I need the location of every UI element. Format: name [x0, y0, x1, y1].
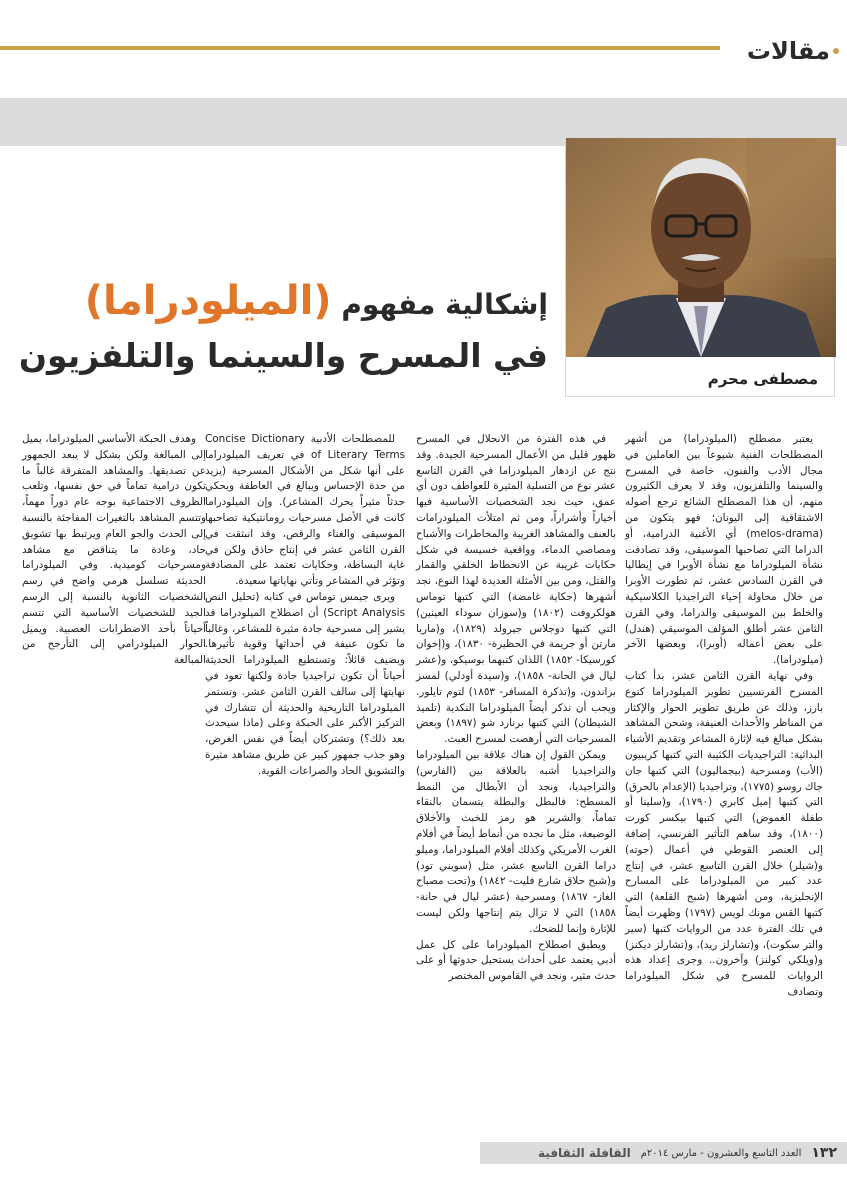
- article-title-line2: في المسرح والسينما والتلفزيون: [18, 336, 548, 375]
- photo-caption: مصطفى محرم: [707, 370, 818, 388]
- issue-info: العدد التاسع والعشرون - مارس ٢٠١٤م: [640, 1147, 802, 1159]
- paragraph: في هذه الفترة من الانحلال في المسرح ظهور قليل من الأعمال المسرحية الجيدة. وقد نتج عن ازدهار الميلودراما في القرن التاسع عشر نوع من التسلية المثيرة للعواطف دون أي عمق، حيث نجد الشخصيات الأساسية فيها أخياراً وأشراراً، ومن ثم امتلأت الميلودرامات بالعنف والمشاهد الغريبة والمخاطرات والأشباح ومصاصي الدماء، وواقعية خسيسة في شكل حكايات غريبة عن الانحطاط الخلقي والقمار والقتل، ومن بين الأمثلة العديدة لهذا النوع، نجد أشهرها (حكاية غامضة) التي كتبها توماس هولكروفت (١٨٠٢) و(سوزان سوداء العينين) التي كتبها دوجلاس جيرولد (١٨٢٩)، و(ماريا مارتن أو جريمة في الحظيرة- ١٨٣٠)، و(إخوان كورسيكا- ١٨٥٢) اللذان كتبهما بوسيكو، و(عشر ليال في الحانة- ١٨٥٨)، و(سيدة أودلي) لمسز براندون، و(تذكرة المسافر- ١٨٥٣) لتوم تايلور. ويجب أن نذكر أيضاً الميلودراما النكدية (تلميذ الشيطان) التي كتبها برنارد شو (١٨٩٧) وبعض المسرحيات التي أرهصت لمسرح العبث.: [416, 433, 617, 746]
- section-label: [720, 28, 847, 74]
- article-title-line1: [0, 278, 548, 324]
- magazine-brand: القافلة الثقافية: [538, 1146, 631, 1160]
- article-column-2: [416, 432, 616, 985]
- section-label-text: مقالات: [746, 37, 830, 65]
- paragraph: وفي نهاية القرن الثامن عشر، بدأ كتاب المسرح الفرنسيين تطوير الميلودراما كنوع بارز، وذلك عن طريق تطوير الحوار والإكثار من المناظر والأحداث العنيفة، وشحن المشاهد بشكل مبالغ فيه لإثارة المشاعر وتقديم الأشياء البدائية: التراجيديات الكئيبة التي كتبها كريبيون (الأب) ومسرحية (بيجماليون) التي كتبها جان جاك روسو (١٧٧٥)، وتراجيديا (الإعدام بالحرق) التي كتبها إميل كابري (١٧٩٠)، و(سلينا أو طفلة الغموض) التي كتبها بيكسر كورت (١٨٠٠)، وقد ساهم التأثير الفرنسي، إضافة إلى العنصر القوطي في أعمال (جوته) و(شيلر) خلال القرن التاسع عشر، في إنتاج عدد كبير من الميلودراما على المسارح الإنجليزية، ومن أشهرها (شبح القلعة) التي كتبها القس مونك لويس (١٧٩٧) وظهرت أيضاً في تلك الفترة عدد من الروايات كتبها (سير والتر سكوت)، و(تشارلز ريد)، و(تشارلز ديكنز) و(ويلكي كولنز) وآخرون.. وجرى إعداد هذه الروايات للمسرح في شكل الميلودراما وتصادف: [625, 669, 823, 998]
- author-photo: [566, 138, 836, 357]
- page-number: ١٣٢: [811, 1145, 837, 1161]
- paragraph: يعتبر مصطلح (الميلودراما) من أشهر المصطلحات الفنية شيوعاً بين العاملين في مجال الأدب والفنون، خاصة في المسرح والسينما والتلفزيون، وقد لا يعرف الكثيرون منهم، أن هذا المصطلح الشائع ترجع أصوله الاشتقاقية إلى اليونان؛ فهو يتكون من (melos-drama) أي الأغنية الدرامية، أو الدراما التي تصاحبها الموسيقى، وقد تصادفت نشأة الميلودراما مع نشأة الأوبرا في إيطاليا في القرن السادس عشر، ثم تطورت الأوبرا من خلال محاولة إحياء التراجيديا الكلاسيكية والخلط بين الموسيقى والدراما، وفي القرن الثامن عشر أطلق المؤلف الموسيقي (هندل) على بعض أعماله (أوبرا)، وبعضها الآخر (ميلودراما).: [625, 433, 823, 667]
- article-column-1: [625, 432, 823, 1001]
- paragraph: ويطبق اصطلاح الميلودراما على كل عمل أدبي يعتمد على أحداث يستحيل حدوثها أو على حدث مثير، ونجد في القاموس المختصر: [416, 938, 616, 983]
- paragraph: ويمكن القول إن هناك علاقة بين الميلودراما والتراجيديا أشبه بالعلاقة بين (الفارس) والتراجيديا، ونجد أن الأبطال من النمط المسطح: فالبطل والبطلة يتسمان بالنقاء تماماً، والشرير هو رمز للخبث والأخلاق الوضيعة، مثل ما نجده من أنماط أيضاً في أفلام الغرب الأمريكي وكذلك أفلام الميلودراما، وميلو دراما القرن التاسع عشر، مثل (سويني تود) و(شبح حلاق شارع فليت- ١٨٤٢) و(تحت مصباح الغاز- ١٨٦٧) ومسرحية (عشر ليال في حانة- ١٨٥٨) التي لا تزال يتم إنتاجها ولكن ليست للإثارة وإنما للضحك.: [416, 748, 616, 935]
- article-column-3: [205, 432, 405, 780]
- paragraph: للمصطلحات الأدبية Concise Dictionary of Literary Terms في تعريف الميلودراما على أنها شكل من الأشكال المسرحية (يزيد من حدة الإحساس ويبالغ في العاطفة ويحكي حدثاً مثيراً يحرك المشاعر). وإن الميلودراما كانت في الأصل مسرحيات رومانتيكية تصاحبها الموسيقى والغناء والرقص، وقد انبثقت في القرن الثامن عشر في إنتاج حاذق ولكن في غاية البساطة، وحكايات تعتمد على المصادفة وتؤثر في المشاعر وتأتي نهاياتها سعيدة.: [205, 433, 405, 588]
- title-prefix: إشكالية مفهوم: [341, 288, 548, 321]
- paragraph: وهدف الحبكة الأساسي الميلودراما، يميل إلى المبالغة ولكن بشكل لا يبعد الجمهور عن تصديقها. والمشاهد المتفرقة غالباً ما تكون درامية تماماً في حق نفسها، وتلعب الظروف الاجتماعية بوجه عام دوراً مهماً، وتتسم المشاهد بالتغيرات المفاجئة بالنسبة إلى الحدث والجو العام ويرتبط بها تشويق حاد، وعادة ما يتناقض مع مشاهد ومسرحيات كوميدية. وفي الميلودراما الحديثة تسلسل هرمي واضح في رسم الشخصيات الثانوية بالنسبة إلى الرسم الجيد للشخصيات الأساسية التي تتسم أحياناً بأحد الاضطرابات العصبية. ويميل الحوار الميلودرامي إلى التأرجح من المبالغة: [22, 433, 206, 667]
- page-footer: [480, 1142, 847, 1164]
- section-divider: [0, 46, 720, 50]
- paragraph: ويرى جيمس توماس في كتابه (تحليل النص Script Analysis) أن اصطلاح الميلودراما قد يشير إلى مسرحية جادة مثيرة للمشاعر، وغالباً ما تكون عنيفة في أحداثها وقوية تأثيرها. ويضيف قائلاً: وتستطيع الميلودراما الحديثة أحياناً أن تكون تراجيديا جادة ولكنها تعود في نهايتها إلى سالف القرن الثامن عشر. وتستمر الميلودراما التاريخية والحديثة أن تتشارك في التركيز الأكبر على الحبكة وعلى (ماذا سيحدث بعد ذلك؟) وتشتركان أيضاً في نفس الغرض، وهو جذب جمهور كبير عن طريق مشاهد مثيرة والتشويق الحاد والصراعات القوية.: [205, 590, 405, 777]
- author-photo-frame: [565, 137, 835, 397]
- dots-ornament-icon: [833, 48, 839, 54]
- article-column-4: [22, 432, 206, 669]
- title-accent: (الميلودراما): [84, 278, 332, 324]
